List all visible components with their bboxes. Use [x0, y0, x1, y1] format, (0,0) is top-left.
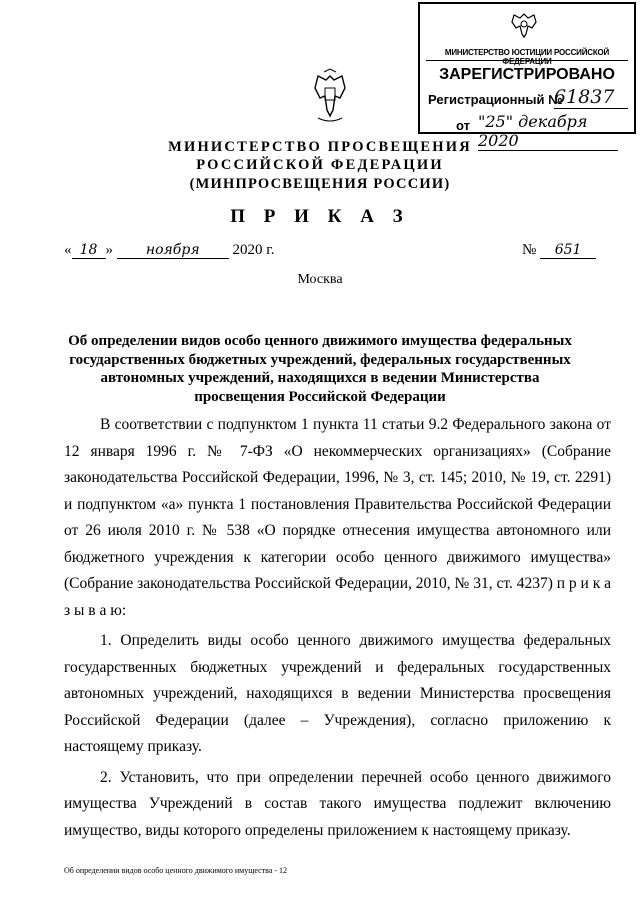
- document-date: « 18 » ноября 2020 г.: [64, 242, 275, 258]
- stamp-reg-date: "25" декабря 2020: [478, 112, 618, 151]
- stamp-divider: [426, 60, 628, 61]
- stamp-date-label: от: [456, 118, 470, 133]
- date-month: ноября: [117, 242, 229, 259]
- number-value: 651: [540, 242, 596, 259]
- date-day: 18: [72, 242, 106, 259]
- stamp-reg-label: Регистрационный №: [428, 92, 563, 107]
- document-body: [64, 412, 611, 844]
- date-year: 2020 г.: [232, 242, 275, 258]
- ministry-name-line1: МИНИСТЕРСТВО ПРОСВЕЩЕНИЯ: [168, 139, 472, 155]
- paragraph-item-2: 2. Установить, что при определении перечней особо ценного движимого имущества Учреждений в состав такого имущества подлежит включению имущество, виды которого определены приложением к настоящему приказу.: [64, 768, 611, 839]
- coat-of-arms-icon: [308, 68, 352, 124]
- stamp-reg-number: 61837: [554, 86, 628, 109]
- document-type: П Р И К А З: [230, 206, 410, 227]
- document-title: Об определении видов особо ценного движимого имущества федеральных государственных бюджетных учреждений, федеральных государственных автономных учреждений, находящихся в ведении Министерства просвещения Российской Федерации: [68, 333, 572, 405]
- registration-stamp: [418, 2, 636, 150]
- stamp-registered: ЗАРЕГИСТРИРОВАНО: [439, 66, 615, 83]
- ministry-name-line2: РОССИЙСКОЙ ФЕДЕРАЦИИ: [196, 157, 444, 173]
- stamp-ministry: МИНИСТЕРСТВО ЮСТИЦИИ РОССИЙСКОЙ ФЕДЕРАЦИИ: [444, 48, 610, 66]
- ministry-short-name: (МИНПРОСВЕЩЕНИЯ РОССИИ): [189, 176, 451, 192]
- city: Москва: [297, 272, 343, 287]
- document-number: [522, 242, 596, 259]
- coat-of-arms-icon: [504, 10, 544, 40]
- paragraph-preamble: В соответствии с подпунктом 1 пункта 11 статьи 9.2 Федерального закона от 12 января 1996 г. № 7-ФЗ «О некоммерческих организациях» (Собрание законодательства Российской Федерации, 1996, № 3, ст. 145; 2010, № 19, ст. 2291) и подпунктом «а» пункта 1 постановления Правительства Российской Федерации от 26 июля 2010 г. № 538 «О порядке отнесения имущества автономного или бюджетного учреждения к категории особо ценного движимого имущества» (Собрание законодательства Российской Федерации, 2010, № 31, ст. 4237) п р и к а з ы в а ю:: [64, 416, 611, 619]
- footer-note: Об определении видов особо ценного движимого имущества - 12: [64, 866, 288, 875]
- paragraph-item-1: 1. Определить виды особо ценного движимого имущества федеральных государственных бюджетных учреждений и федеральных государственных автономных учреждений, находящихся в ведении Министерства просвещения Российской Федерации (далее – Учреждения), согласно приложению к настоящему приказу.: [64, 632, 611, 755]
- number-label: №: [522, 242, 537, 258]
